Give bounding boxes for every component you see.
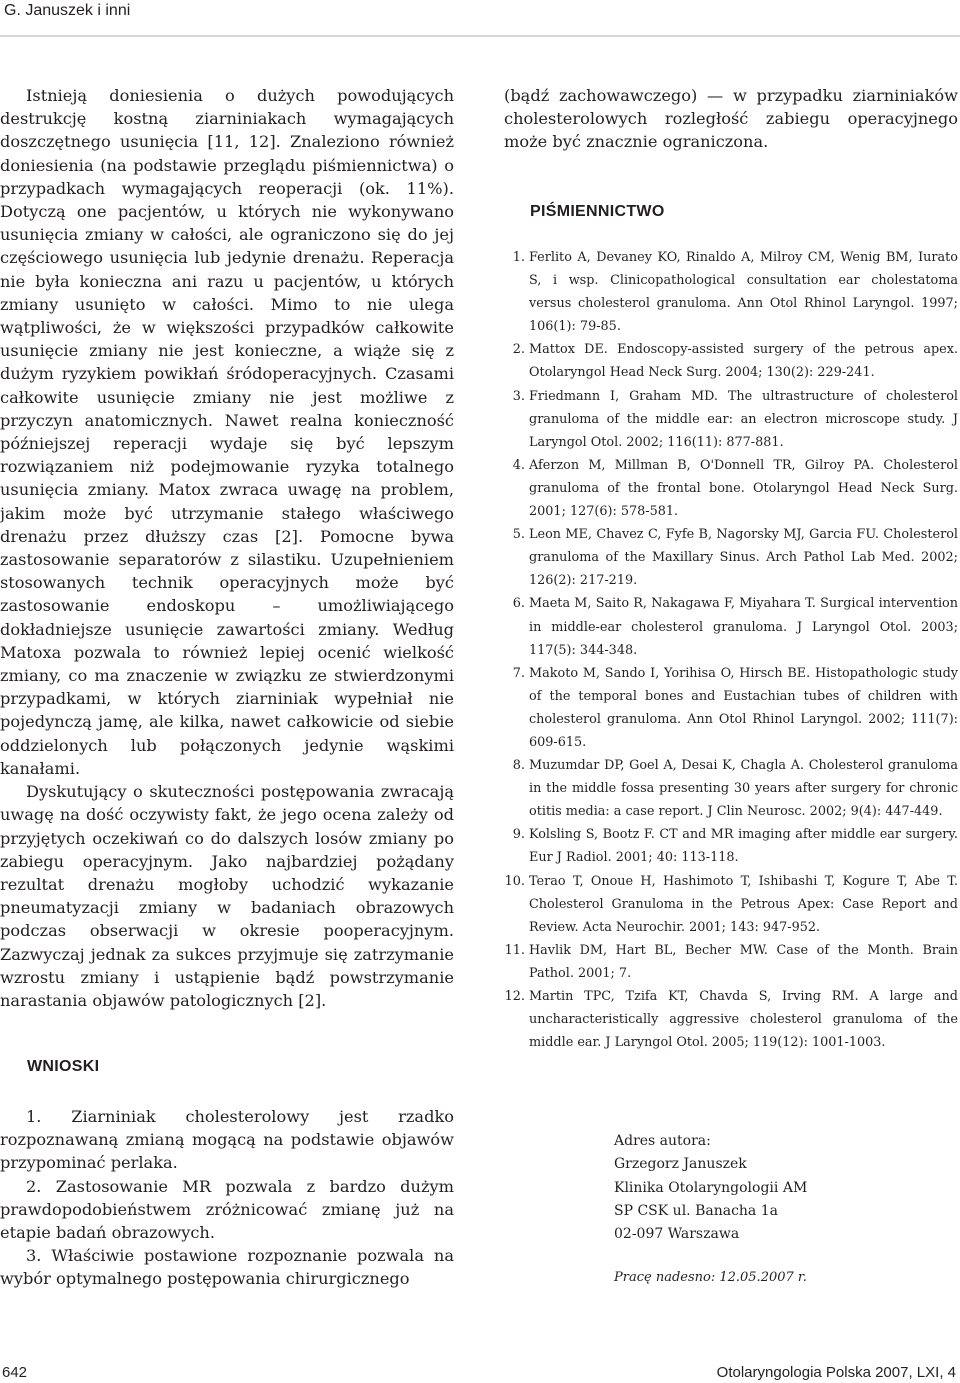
reference-text: Maeta M, Saito R, Nakagawa F, Miyahara T. Surgical intervention in middle-ear cholesterol granuloma. J Laryngol Otol. 2003; 117(5): 344-348. [529, 596, 958, 658]
reference-item [504, 823, 958, 869]
body-paragraph: (bądź zachowawczego) — w przypadku ziarniniaków cholesterolowych rozległość zabiegu operacyjnego może być znacznie ograniczona. [504, 86, 958, 152]
author-address [614, 1130, 807, 1246]
running-title: G. Januszek i inni [4, 2, 131, 19]
reference-number: 8. [512, 758, 525, 774]
body-paragraph: Istnieją doniesienia o dużych powodujących destrukcję kostną ziarniniakach wymagających doszczętnego usunięcia [11, 12]. Znaleziono również doniesienia (na podstawie przeglądu piśmiennictwa) o przypadkach wymagających reoperacji (ok. 11%). Dotyczą one pacjentów, u których nie wykonywano usunięcia zmiany w całości, ale ograniczono się do jej częściowego usunięcia lub jedynie drenażu. Reperacja nie była konieczna ani razu u pacjentów, u których zmiany usunięto w całości. Mimo to nie ulega wątpliwości, że w większości przypadków całkowite usunięcie zmiany nie jest konieczne, a wiąże się z dużym ryzykiem powikłań śródoperacyjnych. Czasami całkowite usunięcie zmiany nie jest możliwe z przyczyn anatomicznych. Nawet realna konieczność późniejszej reperacji wydaje się być lepszym rozwiązaniem niż podejmowanie ryzyka totalnego usunięcia zmiany. Matox zwraca uwagę na problem, jakim może być utrzymanie stałego właściwego drenażu przez dłuższy czas [2]. Pomocne bywa zastosowanie separatorów z silastiku. Uzupełnieniem stosowanych technik operacyjnych może być zastosowanie endoskopu – umożliwiającego dokładniejsze usunięcie zawartości zmiany. Według Matoxa pozwala to również lepiej ocenić wielkość zmiany, co ma znaczenie w związku ze stwierdzonymi przypadkami, w których ziarniniak wypełniał nie pojedynczą jamę, ale kilka, nawet całkowicie od siebie oddzielonych lub połączonych jedynie wąskimi kanałami. [0, 86, 454, 778]
conclusions-heading: WNIOSKI [27, 1058, 100, 1075]
conclusions-list [0, 1105, 454, 1291]
reference-number: 4. [512, 457, 525, 473]
reference-item [504, 246, 958, 338]
reference-item [504, 385, 958, 454]
reference-text: Havlik DM, Hart BL, Becher MW. Case of the Month. Brain Pathol. 2001; 7. [529, 942, 958, 981]
reference-text: Mattox DE. Endoscopy-assisted surgery of the petrous apex. Otolaryngol Head Neck Surg. 2004; 130(2): 229-241. [529, 342, 958, 381]
reference-number: 2. [512, 342, 525, 358]
reference-text: Ferlito A, Devaney KO, Rinaldo A, Milroy CM, Wenig BM, Iurato S, i wsp. Clinicopathological consultation ear cholestatoma versus cholesterol granuloma. Ann Otol Rhinol Laryngol. 1997; 106(1): 79-85. [529, 250, 958, 335]
reference-number: 6. [512, 596, 525, 612]
reference-text: Aferzon M, Millman B, O'Donnell TR, Gilroy PA. Cholesterol granuloma of the frontal bone. Otolaryngol Head Neck Surg. 2001; 127(6): 578-581. [529, 457, 958, 520]
reference-item [504, 939, 958, 985]
references-heading: PIŚMIENNICTWO [530, 203, 665, 220]
reference-number: 11. [504, 942, 525, 958]
reference-item [504, 985, 958, 1054]
reference-item [504, 454, 958, 523]
reference-text: Muzumdar DP, Goel A, Desai K, Chagla A. Cholesterol granuloma in the middle fossa presenting 30 years after surgery for chronic otitis media: a case report. J Clin Neurosc. 2002; 9(4): 447-449. [529, 758, 958, 820]
reference-text: Leon ME, Chavez C, Fyfe B, Nagorsky MJ, Garcia FU. Cholesterol granuloma of the Maxillary Sinus. Arch Pathol Lab Med. 2002; 126(2): 217-219. [529, 527, 958, 589]
reference-item [504, 754, 958, 823]
reference-item [504, 870, 958, 939]
reference-number: 9. [512, 827, 525, 843]
reference-item [504, 338, 958, 384]
header-divider [0, 35, 960, 37]
reference-number: 3. [512, 388, 525, 404]
conclusion-item: 1. Ziarniniak cholesterolowy jest rzadko rozpoznawaną zmianą mogącą na podstawie objawów przypominać perlaka. [0, 1107, 454, 1173]
received-date: Pracę nadesno: 12.05.2007 r. [614, 1270, 807, 1285]
address-institution: Klinika Otolaryngologii AM [614, 1179, 808, 1196]
address-street: SP CSK ul. Banacha 1a [614, 1202, 778, 1219]
references-list [504, 246, 958, 1054]
left-column-body [0, 84, 454, 1012]
reference-text: Kolsling S, Bootz F. CT and MR imaging after middle ear surgery. Eur J Radiol. 2001; 40: 113-118. [529, 827, 958, 866]
journal-citation: Otolaryngologia Polska 2007, LXI, 4 [716, 1364, 956, 1381]
reference-number: 10. [504, 873, 525, 889]
right-column-continuation [504, 84, 958, 154]
reference-text: Martin TPC, Tzifa KT, Chavda S, Irving RM. A large and uncharacteristically aggressive cholesterol granuloma of the middle ear. J Laryngol Otol. 2005; 119(12): 1001-1003. [529, 989, 958, 1051]
reference-number: 12. [504, 989, 525, 1004]
page-number: 642 [2, 1364, 28, 1381]
reference-number: 5. [512, 527, 525, 543]
reference-item [504, 523, 958, 592]
reference-item [504, 592, 958, 661]
body-paragraph: Dyskutujący o skuteczności postępowania zwracają uwagę na dość oczywisty fakt, że jego ocena zależy od przyjętych oczekiwań co do dalszych losów zmiany po zabiegu operacyjnym. Jako najbardziej pożądany rezultat drenażu mogłoby uchodzić wykazanie pneumatyzacji zmiany w badaniach obrazowych podczas obserwacji w okresie pooperacyjnym. Zazwyczaj jednak za sukces przyjmuje się zatrzymanie wzrostu zmiany i ustąpienie bądź powstrzymanie narastania objawów patologicznych [2]. [0, 782, 454, 1010]
reference-text: Terao T, Onoue H, Hashimoto T, Ishibashi T, Kogure T, Abe T. Cholesterol Granuloma in the Petrous Apex: Case Report and Review. Acta Neurochir. 2001; 143: 947-952. [529, 873, 958, 935]
address-label: Adres autora: [614, 1133, 711, 1149]
reference-number: 7. [512, 665, 525, 681]
reference-text: Makoto M, Sando I, Yorihisa O, Hirsch BE. Histopathologic study of the temporal bones and Eustachian tubes of children with cholesterol granuloma. Ann Otol Rhinol Laryngol. 2002; 111(7): 609-615. [529, 665, 958, 750]
author-name: Grzegorz Januszek [614, 1156, 747, 1173]
conclusion-item: 2. Zastosowanie MR pozwala z bardzo dużym prawdopodobieństwem zróżnicować zmianę już na etapie badań obrazowych. [0, 1176, 454, 1243]
reference-text: Friedmann I, Graham MD. The ultrastructure of cholesterol granuloma of the middle ear: an electron microscope study. J Laryngol Otol. 2002; 116(11): 877-881. [529, 388, 958, 450]
address-city: 02-097 Warszawa [614, 1226, 740, 1243]
reference-number: 1. [512, 250, 525, 265]
conclusion-item: 3. Właściwie postawione rozpoznanie pozwala na wybór optymalnego postępowania chirurgicznego [0, 1246, 454, 1289]
reference-item [504, 662, 958, 754]
